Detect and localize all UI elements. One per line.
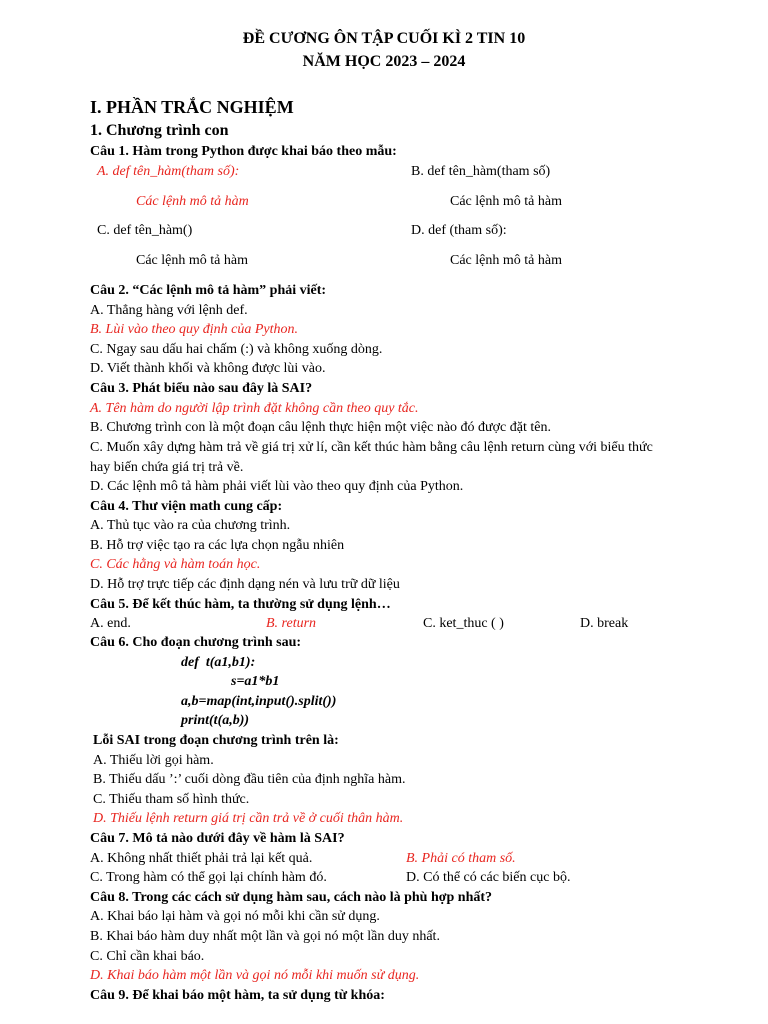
q7-option-c: C. Trong hàm có thể gọi lại chính hàm đó. — [90, 870, 327, 885]
q3-question: Câu 3. Phát biểu nào sau đây là SAI? — [90, 381, 313, 396]
q6-option-d: D. Thiếu lệnh return giá trị cần trả về ở cuối thân hàm. — [93, 811, 404, 826]
q3-option-a: A. Tên hàm do người lập trình đặt không cần theo quy tắc. — [90, 401, 419, 416]
q5-question: Câu 5. Để kết thúc hàm, ta thường sử dụng lệnh… — [90, 597, 391, 612]
q4-option-c: C. Các hằng và hàm toán học. — [90, 557, 261, 572]
q3-option-c-line1: C. Muốn xây dựng hàm trả về giá trị xử lí, cần kết thúc hàm bằng câu lệnh return cùng với biểu thức — [90, 440, 653, 455]
q3-option-b: B. Chương trình con là một đoạn câu lệnh thực hiện một việc nào đó được đặt tên. — [90, 420, 551, 435]
q3-option-d: D. Các lệnh mô tả hàm phải viết lùi vào theo quy định của Python. — [90, 479, 464, 494]
q5-option-b: B. return — [266, 616, 317, 631]
q7-option-b: B. Phải có tham số. — [406, 851, 516, 866]
subsection-heading: 1. Chương trình con — [90, 122, 229, 139]
section-heading: I. PHẦN TRẮC NGHIỆM — [90, 97, 294, 117]
q2-option-d: D. Viết thành khối và không được lùi vào. — [90, 361, 326, 376]
q4-question: Câu 4. Thư viện math cung cấp: — [90, 499, 283, 514]
doc-title: ĐỀ CƯƠNG ÔN TẬP CUỐI KÌ 2 TIN 10 — [242, 30, 526, 47]
q6-option-b: B. Thiếu dấu ’:’ cuối dòng đầu tiên của định nghĩa hàm. — [93, 772, 406, 787]
q8-option-b: B. Khai báo hàm duy nhất một lần và gọi nó một lần duy nhất. — [90, 929, 440, 944]
q1-option-d-body: Các lệnh mô tả hàm — [450, 253, 562, 268]
q6-option-c: C. Thiếu tham số hình thức. — [93, 792, 250, 807]
q8-option-c: C. Chỉ cần khai báo. — [90, 949, 205, 964]
q2-option-b: B. Lùi vào theo quy định của Python. — [90, 322, 299, 337]
q1-option-a-body: Các lệnh mô tả hàm — [136, 194, 249, 209]
q7-option-a: A. Không nhất thiết phải trả lại kết quả. — [90, 851, 313, 866]
q6-code-line4: print(t(a,b)) — [181, 713, 250, 728]
q6-option-a: A. Thiếu lời gọi hàm. — [93, 753, 214, 768]
q2-question: Câu 2. “Các lệnh mô tả hàm” phải viết: — [90, 283, 327, 298]
q6-question: Câu 6. Cho đoạn chương trình sau: — [90, 635, 302, 650]
q5-option-c: C. ket_thuc ( ) — [423, 616, 504, 631]
q1-option-b: B. def tên_hàm(tham số) — [411, 164, 551, 179]
q7-option-d: D. Có thể có các biến cục bộ. — [406, 870, 571, 885]
q6-code-line3: a,b=map(int,input().split()) — [181, 694, 337, 709]
q3-option-c-line2: hay biến chứa giá trị trả về. — [90, 460, 244, 475]
q4-option-b: B. Hỗ trợ việc tạo ra các lựa chọn ngẫu nhiên — [90, 538, 345, 553]
q1-option-c-body: Các lệnh mô tả hàm — [136, 253, 248, 268]
doc-subtitle: NĂM HỌC 2023 – 2024 — [302, 53, 466, 70]
q6-code-line2: s=a1*b1 — [231, 674, 280, 689]
q2-option-a: A. Thẳng hàng với lệnh def. — [90, 303, 248, 318]
q6-prompt: Lỗi SAI trong đoạn chương trình trên là: — [93, 733, 339, 748]
q6-code-line1: def t(a1,b1): — [181, 655, 256, 670]
q5-option-d: D. break — [580, 616, 629, 631]
q2-option-c: C. Ngay sau dấu hai chấm (:) và không xuống dòng. — [90, 342, 383, 357]
q5-option-a: A. end. — [90, 616, 131, 631]
q8-question: Câu 8. Trong các cách sử dụng hàm sau, cách nào là phù hợp nhất? — [90, 890, 493, 905]
q7-question: Câu 7. Mô tả nào dưới đây về hàm là SAI? — [90, 831, 345, 846]
q4-option-a: A. Thủ tục vào ra của chương trình. — [90, 518, 291, 533]
q1-option-c: C. def tên_hàm() — [97, 223, 193, 238]
q8-option-a: A. Khai báo lại hàm và gọi nó mỗi khi cần sử dụng. — [90, 909, 380, 924]
q1-option-b-body: Các lệnh mô tả hàm — [450, 194, 562, 209]
q8-option-d: D. Khai báo hàm một lần và gọi nó mỗi khi muốn sử dụng. — [90, 968, 420, 983]
q1-option-a: A. def tên_hàm(tham số): — [97, 164, 240, 179]
q1-option-d: D. def (tham số): — [411, 223, 507, 238]
q9-question: Câu 9. Để khai báo một hàm, ta sử dụng từ khóa: — [90, 988, 385, 1003]
q4-option-d: D. Hỗ trợ trực tiếp các định dạng nén và lưu trữ dữ liệu — [90, 577, 400, 592]
q1-question: Câu 1. Hàm trong Python được khai báo theo mẫu: — [90, 144, 397, 159]
